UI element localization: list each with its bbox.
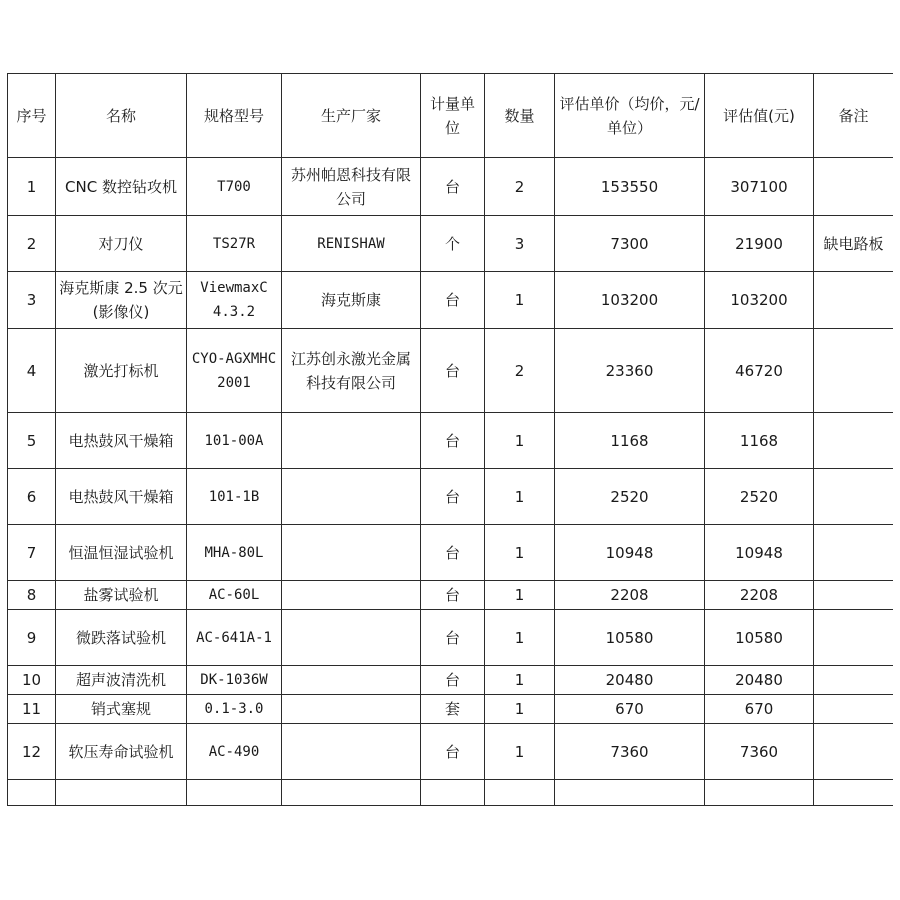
header-name: 名称 [56, 74, 187, 158]
cell-unit: 台 [421, 329, 485, 413]
cell-remark [814, 413, 894, 469]
table-row [8, 610, 894, 666]
header-index: 序号 [8, 74, 56, 158]
cell-quantity: 1 [485, 610, 555, 666]
cell-unit-price: 103200 [555, 272, 705, 329]
cell-manufacturer [282, 581, 421, 610]
header-remark: 备注 [814, 74, 894, 158]
cell-quantity: 1 [485, 666, 555, 695]
cell-quantity: 1 [485, 469, 555, 525]
cell-name: 海克斯康 2.5 次元(影像仪) [56, 272, 187, 329]
cell-manufacturer: RENISHAW [282, 216, 421, 272]
cell-index: 1 [8, 158, 56, 216]
cell-value: 21900 [705, 216, 814, 272]
cell-unit: 台 [421, 610, 485, 666]
header-manufacturer: 生产厂家 [282, 74, 421, 158]
cell-unit: 台 [421, 158, 485, 216]
cell-empty [187, 780, 282, 806]
cell-value: 46720 [705, 329, 814, 413]
cell-unit-price: 2520 [555, 469, 705, 525]
cell-index: 9 [8, 610, 56, 666]
table-row [8, 525, 894, 581]
cell-manufacturer: 苏州帕恩科技有限公司 [282, 158, 421, 216]
cell-value: 10580 [705, 610, 814, 666]
cell-unit: 台 [421, 469, 485, 525]
cell-remark [814, 329, 894, 413]
table-row [8, 216, 894, 272]
cell-manufacturer [282, 695, 421, 724]
cell-model: 101-00A [187, 413, 282, 469]
table-row [8, 581, 894, 610]
cell-unit-price: 23360 [555, 329, 705, 413]
table-row-partial [8, 780, 894, 806]
cell-unit-price: 10580 [555, 610, 705, 666]
cell-value: 307100 [705, 158, 814, 216]
cell-index: 11 [8, 695, 56, 724]
cell-model: 101-1B [187, 469, 282, 525]
cell-index: 8 [8, 581, 56, 610]
cell-empty [555, 780, 705, 806]
cell-unit-price: 7360 [555, 724, 705, 780]
cell-name: 销式塞规 [56, 695, 187, 724]
cell-manufacturer [282, 724, 421, 780]
cell-manufacturer [282, 469, 421, 525]
cell-quantity: 1 [485, 581, 555, 610]
cell-value: 2520 [705, 469, 814, 525]
table-row [8, 469, 894, 525]
cell-index: 3 [8, 272, 56, 329]
cell-empty [56, 780, 187, 806]
cell-model: DK-1036W [187, 666, 282, 695]
cell-unit-price: 1168 [555, 413, 705, 469]
cell-name: 电热鼓风干燥箱 [56, 469, 187, 525]
cell-index: 7 [8, 525, 56, 581]
cell-quantity: 2 [485, 158, 555, 216]
cell-manufacturer: 海克斯康 [282, 272, 421, 329]
cell-remark [814, 610, 894, 666]
cell-unit-price: 670 [555, 695, 705, 724]
cell-name: 激光打标机 [56, 329, 187, 413]
cell-model: CYO-AGXMHC2001 [187, 329, 282, 413]
cell-remark: 缺电路板 [814, 216, 894, 272]
cell-quantity: 1 [485, 525, 555, 581]
cell-quantity: 1 [485, 413, 555, 469]
cell-value: 1168 [705, 413, 814, 469]
cell-unit: 套 [421, 695, 485, 724]
cell-unit: 台 [421, 666, 485, 695]
header-model: 规格型号 [187, 74, 282, 158]
cell-value: 20480 [705, 666, 814, 695]
cell-manufacturer [282, 666, 421, 695]
cell-quantity: 1 [485, 695, 555, 724]
cell-index: 5 [8, 413, 56, 469]
cell-unit: 台 [421, 525, 485, 581]
table-row [8, 158, 894, 216]
cell-name: CNC 数控钻攻机 [56, 158, 187, 216]
cell-unit-price: 20480 [555, 666, 705, 695]
header-row [8, 74, 894, 158]
cell-value: 2208 [705, 581, 814, 610]
table-row [8, 329, 894, 413]
cell-value: 10948 [705, 525, 814, 581]
cell-unit: 台 [421, 272, 485, 329]
cell-value: 7360 [705, 724, 814, 780]
cell-manufacturer [282, 610, 421, 666]
cell-index: 10 [8, 666, 56, 695]
cell-unit: 个 [421, 216, 485, 272]
cell-empty [705, 780, 814, 806]
cell-name: 对刀仪 [56, 216, 187, 272]
cell-index: 4 [8, 329, 56, 413]
cell-remark [814, 666, 894, 695]
cell-remark [814, 581, 894, 610]
header-unit-price: 评估单价（均价，元/单位） [555, 74, 705, 158]
cell-manufacturer [282, 413, 421, 469]
asset-valuation-sheet [7, 73, 893, 841]
cell-model: T700 [187, 158, 282, 216]
cell-name: 微跌落试验机 [56, 610, 187, 666]
table-row [8, 272, 894, 329]
cell-unit-price: 7300 [555, 216, 705, 272]
cell-model: AC-490 [187, 724, 282, 780]
cell-model: AC-641A-1 [187, 610, 282, 666]
cell-name: 超声波清洗机 [56, 666, 187, 695]
cell-manufacturer: 江苏创永激光金属科技有限公司 [282, 329, 421, 413]
cell-unit-price: 10948 [555, 525, 705, 581]
cell-remark [814, 469, 894, 525]
cell-unit: 台 [421, 581, 485, 610]
cell-unit: 台 [421, 724, 485, 780]
cell-manufacturer [282, 525, 421, 581]
cell-empty [485, 780, 555, 806]
table-row [8, 413, 894, 469]
cell-unit-price: 153550 [555, 158, 705, 216]
cell-remark [814, 695, 894, 724]
cell-name: 盐雾试验机 [56, 581, 187, 610]
asset-valuation-table [7, 73, 893, 806]
table-row [8, 666, 894, 695]
cell-empty [282, 780, 421, 806]
cell-empty [8, 780, 56, 806]
cell-quantity: 1 [485, 724, 555, 780]
table-row [8, 724, 894, 780]
table-row [8, 695, 894, 724]
cell-index: 2 [8, 216, 56, 272]
cell-unit-price: 2208 [555, 581, 705, 610]
cell-remark [814, 158, 894, 216]
cell-quantity: 1 [485, 272, 555, 329]
cell-remark [814, 724, 894, 780]
cell-model: 0.1-3.0 [187, 695, 282, 724]
cell-remark [814, 525, 894, 581]
cell-model: TS27R [187, 216, 282, 272]
cell-remark [814, 272, 894, 329]
cell-index: 12 [8, 724, 56, 780]
cell-model: AC-60L [187, 581, 282, 610]
header-quantity: 数量 [485, 74, 555, 158]
cell-model: MHA-80L [187, 525, 282, 581]
header-value: 评估值(元) [705, 74, 814, 158]
header-unit: 计量单位 [421, 74, 485, 158]
cell-model: ViewmaxC 4.3.2 [187, 272, 282, 329]
cell-empty [421, 780, 485, 806]
cell-empty [814, 780, 894, 806]
cell-name: 软压寿命试验机 [56, 724, 187, 780]
cell-name: 恒温恒湿试验机 [56, 525, 187, 581]
cell-value: 670 [705, 695, 814, 724]
cell-quantity: 2 [485, 329, 555, 413]
cell-index: 6 [8, 469, 56, 525]
cell-name: 电热鼓风干燥箱 [56, 413, 187, 469]
cell-value: 103200 [705, 272, 814, 329]
cell-quantity: 3 [485, 216, 555, 272]
cell-unit: 台 [421, 413, 485, 469]
